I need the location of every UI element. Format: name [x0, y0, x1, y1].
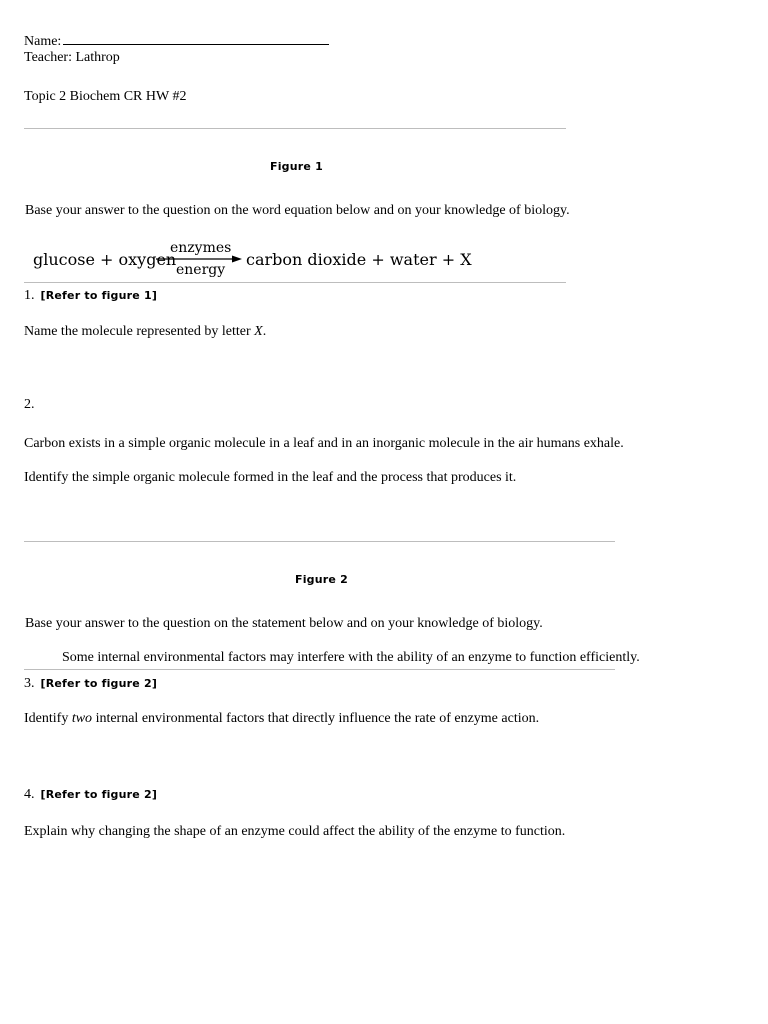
question-3-text-prefix: Identify — [24, 711, 72, 726]
question-3-ref: [Refer to figure 2] — [40, 677, 158, 690]
question-1-text — [24, 324, 266, 340]
question-1-ref: [Refer to figure 1] — [40, 289, 158, 302]
figure-2-intro: Base your answer to the question on the statement below and on your knowledge of biology. — [25, 616, 543, 631]
teacher-label: Teacher: Lathrop — [24, 50, 120, 65]
question-4-ref: [Refer to figure 2] — [40, 788, 158, 801]
equation-products: carbon dioxide + water + X — [246, 250, 472, 269]
question-4-text: Explain why changing the shape of an enzyme could affect the ability of the enzyme to function. — [24, 824, 566, 839]
figure-2-caption: Figure 2 — [295, 573, 348, 586]
question-4-number: 4. — [24, 787, 35, 802]
question-2-line-1: Carbon exists in a simple organic molecule in a leaf and in an inorganic molecule in the air humans exhale. — [24, 436, 624, 451]
figure-1-intro: Base your answer to the question on the word equation below and on your knowledge of biology. — [25, 203, 570, 218]
figure-1-caption: Figure 1 — [270, 160, 323, 173]
question-4-header — [24, 785, 157, 803]
question-3-text-suffix: internal environmental factors that directly influence the rate of enzyme action. — [92, 711, 540, 726]
name-blank-line[interactable] — [63, 31, 329, 45]
section-divider-3 — [24, 541, 615, 542]
question-3-text-italic: two — [71, 711, 93, 726]
question-2-line-2: Identify the simple organic molecule formed in the leaf and the process that produces it. — [24, 470, 517, 485]
question-1-header — [24, 286, 157, 304]
name-field[interactable] — [24, 31, 329, 50]
figure-2-statement: Some internal environmental factors may interfere with the ability of an enzyme to function efficiently. — [62, 650, 640, 665]
arrow-top-label: enzymes — [170, 240, 232, 256]
section-divider-1 — [24, 128, 566, 129]
question-3-text — [24, 711, 539, 727]
assignment-title: Topic 2 Biochem CR HW #2 — [24, 89, 187, 104]
question-1-text-prefix: Name the molecule represented by letter — [24, 324, 255, 339]
question-3-header — [24, 674, 157, 692]
question-2-number: 2. — [24, 397, 35, 412]
question-3-number: 3. — [24, 676, 35, 691]
question-1-text-italic: X — [254, 324, 263, 339]
question-1-number: 1. — [24, 288, 35, 303]
name-label: Name: — [24, 34, 62, 49]
equation-reactants: glucose + oxygen — [33, 250, 177, 269]
section-divider-2 — [24, 282, 566, 283]
section-divider-4 — [24, 669, 615, 670]
question-1-text-suffix: . — [262, 324, 267, 339]
arrow-bottom-label: energy — [176, 262, 226, 278]
